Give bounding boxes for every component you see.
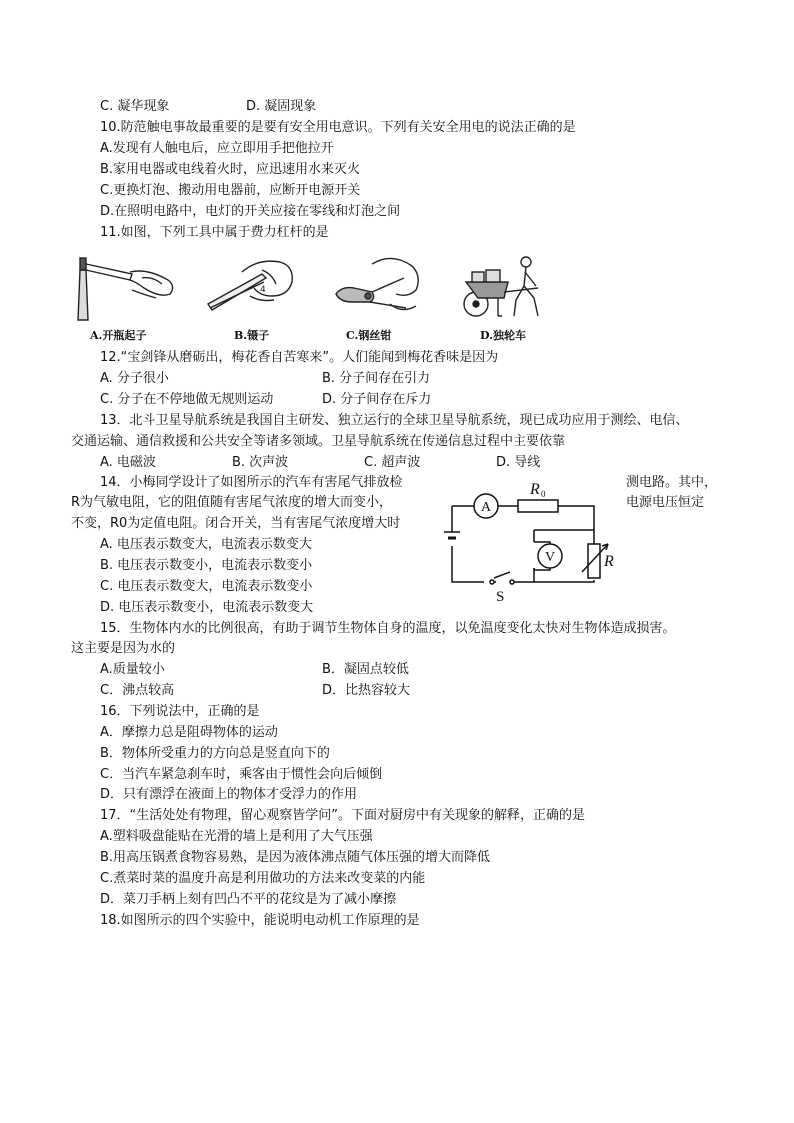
q13-option-d: D. 导线 xyxy=(496,455,541,470)
q17-option-c: C.煮菜时菜的温度升高是利用做功的方法来改变菜的内能 xyxy=(100,871,426,886)
pliers-icon xyxy=(332,250,422,322)
q14-option-c: C. 电压表示数变大，电流表示数变小 xyxy=(100,579,313,594)
q16-option-c: C．当汽车紧急刹车时，乘客由于惯性会向后倾倒 xyxy=(100,767,383,782)
q9-option-c: C. 凝华现象 xyxy=(100,99,170,114)
q13-stem-line2: 交通运输、通信救援和公共安全等诸多领域。卫星导航系统在传递信息过程中主要依靠 xyxy=(71,434,566,449)
q14-stem-line3: 不变，R0为定值电阻。闭合开关，当有害尾气浓度增大时 xyxy=(71,516,401,531)
wheelbarrow-icon xyxy=(458,252,552,324)
svg-text:4: 4 xyxy=(260,285,266,295)
voltmeter-label: V xyxy=(545,550,556,565)
q14-stem-line2a: R为气敏电阻，它的阻值随有害尾气浓度的增大而变小， xyxy=(71,495,393,510)
q10-option-a: A.发现有人触电后，应立即用手把他拉开 xyxy=(100,141,334,156)
q17-option-b: B.用高压锅煮食物容易熟，是因为液体沸点随气体压强的增大而降低 xyxy=(100,850,491,865)
q11-caption-c: C.钢丝钳 xyxy=(346,329,392,342)
q13-option-a: A. 电磁波 xyxy=(100,455,156,470)
q14-stem-line1b: 测电路。其中， xyxy=(626,475,718,490)
q16-option-b: B．物体所受重力的方向总是竖直向下的 xyxy=(100,746,330,761)
q13-stem-line1: 13．北斗卫星导航系统是我国自主研发、独立运行的全球卫星导航系统，现已成功应用于测绘、电信、 xyxy=(100,413,689,428)
q16-stem: 16．下列说法中，正确的是 xyxy=(100,704,260,719)
q10-option-b: B.家用电器或电线着火时，应迅速用水来灭火 xyxy=(100,162,361,177)
q15-option-d: D．比热容较大 xyxy=(322,683,411,698)
q15-option-c: C．沸点较高 xyxy=(100,683,175,698)
switch-label: S xyxy=(496,589,505,605)
r0-label: R xyxy=(530,481,540,498)
q11-caption-d: D.独轮车 xyxy=(480,329,526,342)
r-label: R xyxy=(604,553,614,570)
q14-stem-line2b: 电源电压恒定 xyxy=(626,495,705,510)
ammeter-label: A xyxy=(481,500,492,515)
tweezers-icon xyxy=(202,252,298,322)
q11-caption-a: A.开瓶起子 xyxy=(90,329,147,342)
q9-option-d: D. 凝固现象 xyxy=(246,99,317,114)
q14-stem-line1a: 14．小梅同学设计了如图所示的汽车有害尾气排放检 xyxy=(100,475,403,490)
q14-option-b: B. 电压表示数变小，电流表示数变小 xyxy=(100,558,313,573)
bottle-opener-icon xyxy=(72,250,184,322)
q12-option-b: B. 分子间存在引力 xyxy=(322,371,431,386)
q15-option-b: B．凝固点较低 xyxy=(322,662,409,677)
q10-stem: 10.防范触电事故最重要的是要有安全用电意识。下列有关安全用电的说法正确的是 xyxy=(100,120,576,135)
q14-option-d: D. 电压表示数变小，电流表示数变大 xyxy=(100,600,314,615)
q12-option-c: C. 分子在不停地做无规则运动 xyxy=(100,392,274,407)
q13-option-b: B. 次声波 xyxy=(232,455,289,470)
q17-option-a: A.塑料吸盘能贴在光滑的墙上是利用了大气压强 xyxy=(100,829,373,844)
q15-option-a: A.质量较小 xyxy=(100,662,165,677)
r0-subscript: 0 xyxy=(541,489,546,499)
q17-stem: 17．“生活处处有物理，留心观察皆学问”。下面对厨房中有关现象的解释，正确的是 xyxy=(100,808,586,823)
q12-option-a: A. 分子很小 xyxy=(100,371,169,386)
q16-option-a: A．摩擦力总是阻碍物体的运动 xyxy=(100,725,278,740)
q12-option-d: D. 分子间存在斥力 xyxy=(322,392,432,407)
q11-stem: 11.如图，下列工具中属于费力杠杆的是 xyxy=(100,225,329,240)
q10-option-c: C.更换灯泡、搬动用电器前，应断开电源开关 xyxy=(100,183,361,198)
q15-stem-line1: 15．生物体内水的比例很高，有助于调节生物体自身的温度，以免温度变化太快对生物体造成损害。 xyxy=(100,621,676,636)
q14-option-a: A. 电压表示数变大，电流表示数变大 xyxy=(100,537,312,552)
q16-option-d: D．只有漂浮在液面上的物体才受浮力的作用 xyxy=(100,787,358,802)
q18-stem: 18.如图所示的四个实验中，能说明电动机工作原理的是 xyxy=(100,913,420,928)
q12-stem: 12.“宝剑锋从磨砺出，梅花香自苦寒来”。人们能闻到梅花香味是因为 xyxy=(100,350,499,365)
q10-option-d: D.在照明电路中，电灯的开关应接在零线和灯泡之间 xyxy=(100,204,401,219)
q14-circuit-diagram xyxy=(436,470,626,610)
q15-stem-line2: 这主要是因为水的 xyxy=(71,641,176,656)
q17-option-d: D．菜刀手柄上刻有凹凸不平的花纹是为了减小摩擦 xyxy=(100,892,397,907)
q13-option-c: C. 超声波 xyxy=(364,455,421,470)
q11-caption-b: B.镊子 xyxy=(234,329,270,342)
